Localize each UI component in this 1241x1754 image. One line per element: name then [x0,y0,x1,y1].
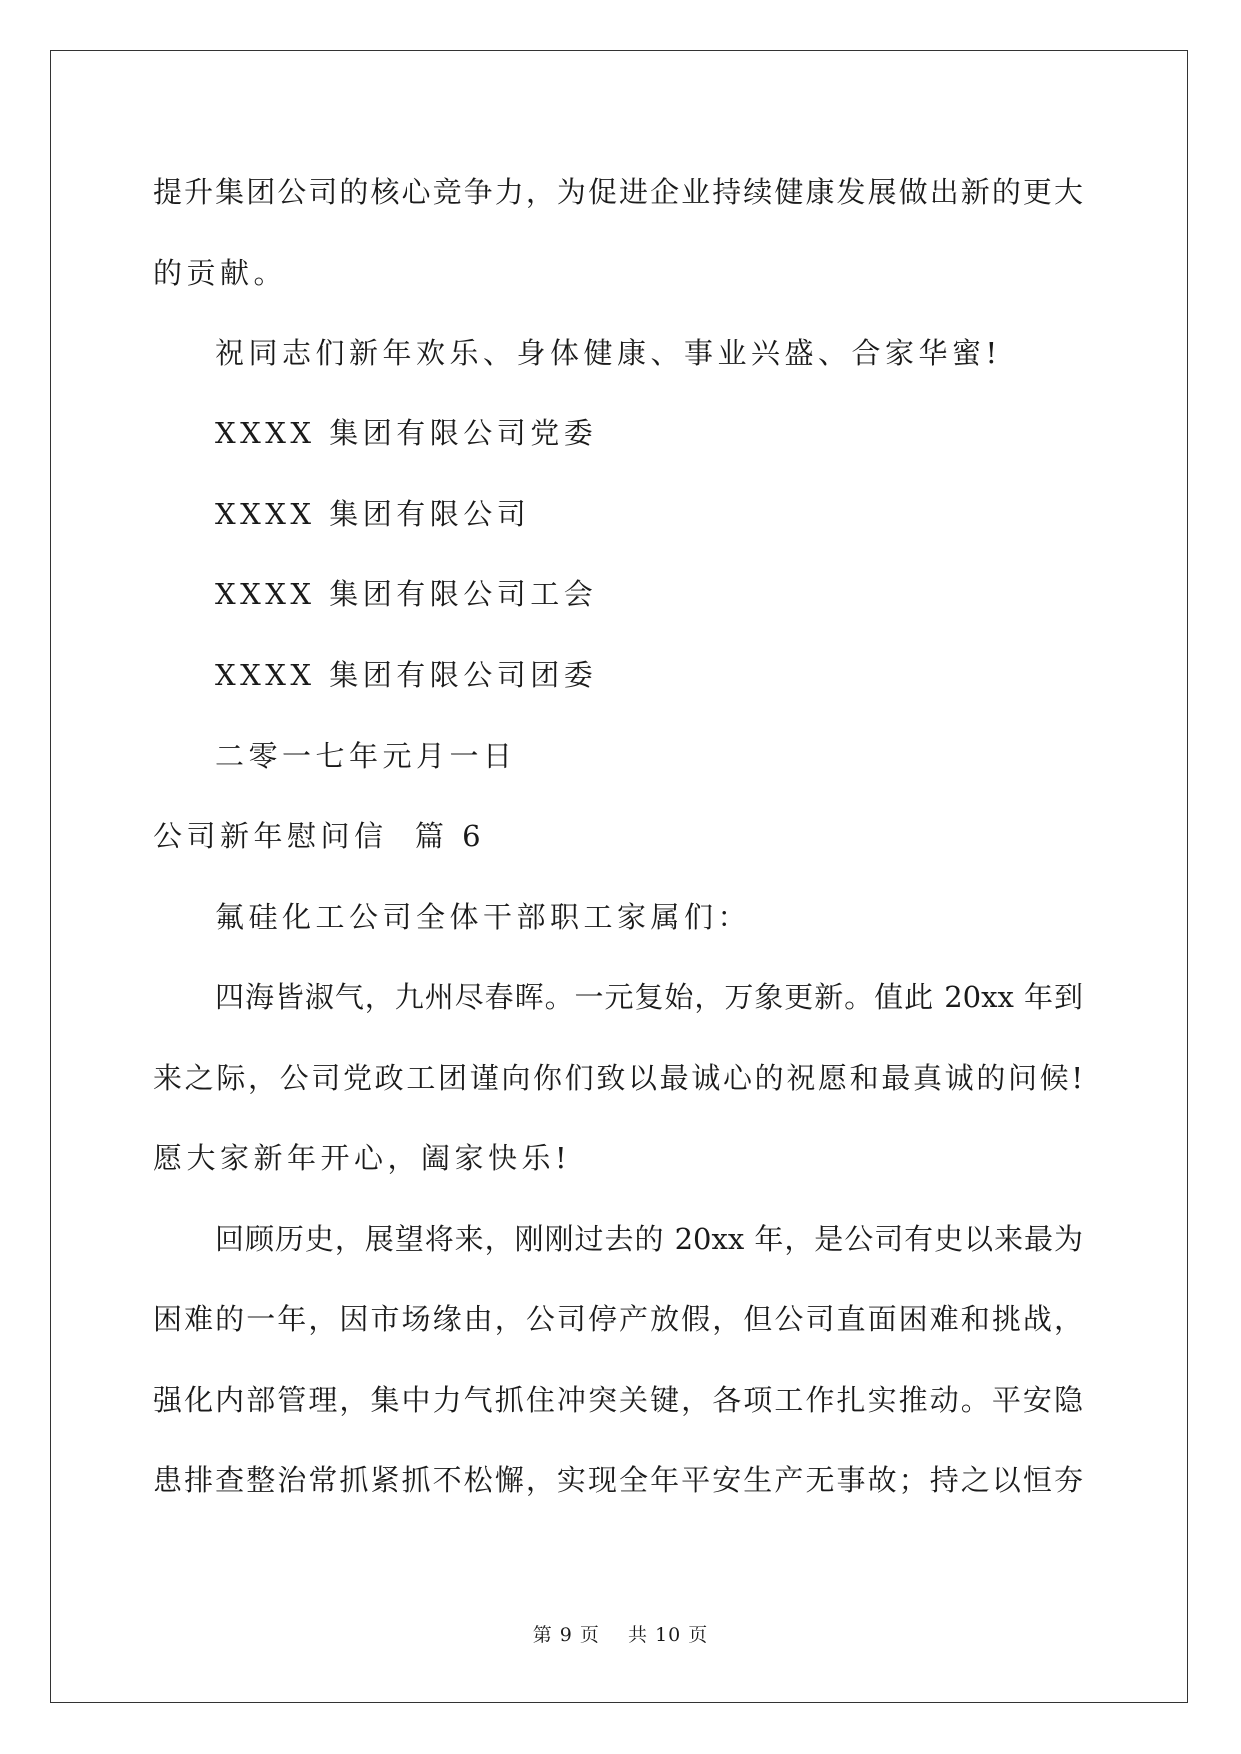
signature-line: XXXX 集团有限公司党委 [215,416,598,450]
signature-line: XXXX 集团有限公司工会 [215,577,598,611]
body-line: 的贡献。 [153,256,288,290]
body-line: 强化内部管理，集中力气抓住冲突关键，各项工作扎实推动。平安隐 [153,1383,1083,1417]
signature-line: XXXX 集团有限公司团委 [215,658,598,692]
signature-line: XXXX 集团有限公司 [215,497,531,531]
salutation-line: 氟硅化工公司全体干部职工家属们： [215,900,752,934]
date-line: 二零一七年元月一日 [215,739,517,773]
body-line: 回顾历史，展望将来，刚刚过去的 20xx 年，是公司有史以来最为 [215,1222,1083,1256]
body-line: 四海皆淑气，九州尽春晖。一元复始，万象更新。值此 20xx 年到 [215,980,1083,1014]
body-line: 困难的一年，因市场缘由，公司停产放假，但公司直面困难和挑战， [153,1302,1083,1336]
body-line: 祝同志们新年欢乐、身体健康、事业兴盛、合家华蜜! [215,336,1002,370]
body-line: 来之际，公司党政工团谨向你们致以最诚心的祝愿和最真诚的问候! [153,1061,1083,1095]
body-line: 愿大家新年开心，阖家快乐! [153,1141,572,1175]
page-border [50,50,1188,1703]
section-heading: 公司新年慰问信 篇 6 [153,819,486,853]
body-line: 患排查整治常抓紧抓不松懈，实现全年平安生产无事故；持之以恒夯 [153,1463,1083,1497]
page-number-footer: 第 9 页 共 10 页 [532,1624,709,1646]
body-line: 提升集团公司的核心竞争力，为促进企业持续健康发展做出新的更大 [153,175,1083,209]
